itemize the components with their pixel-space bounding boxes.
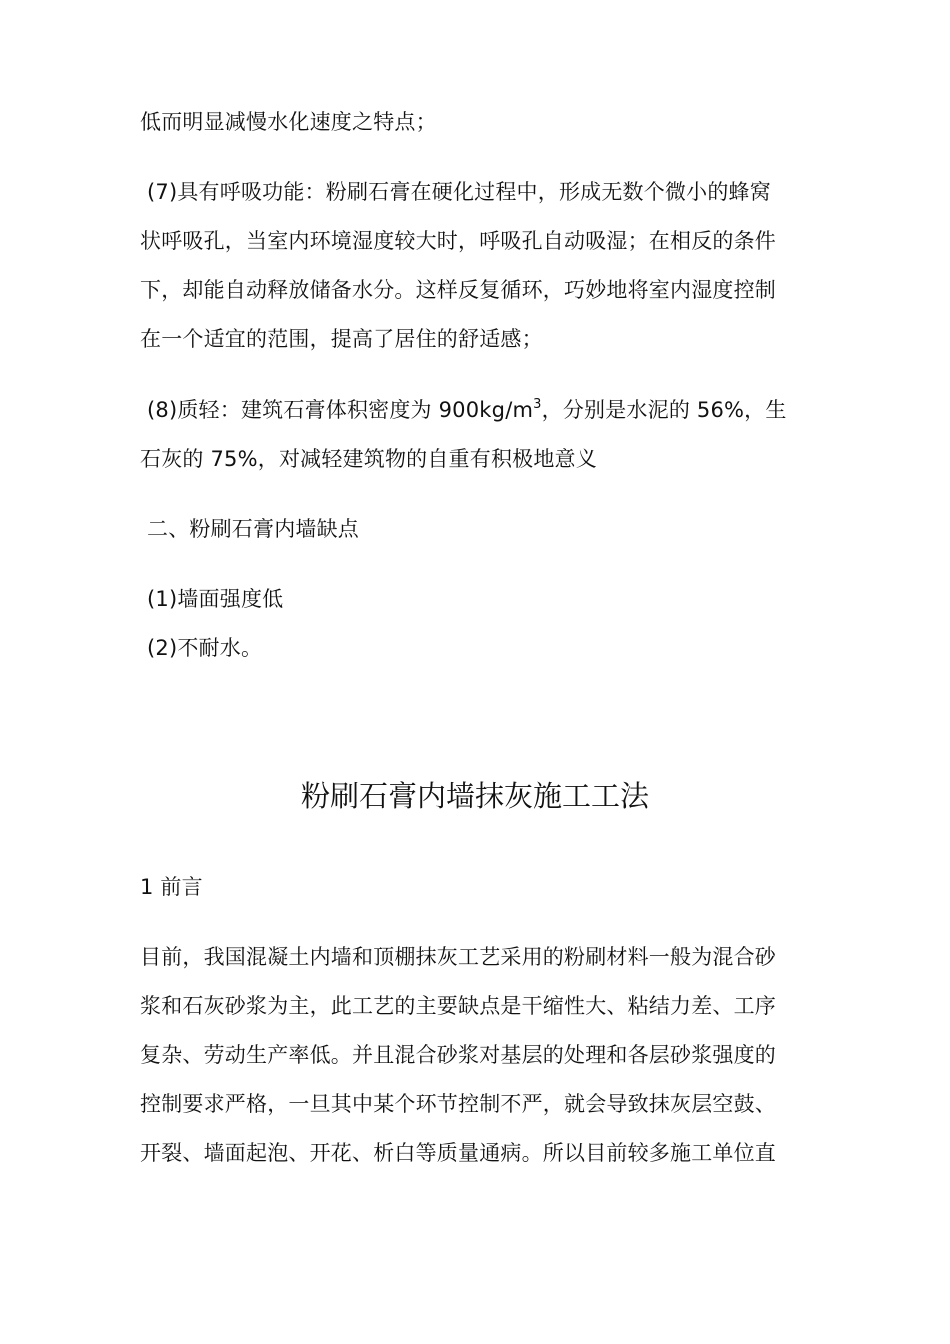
section-2-heading: 二、粉刷石膏内墙缺点 [147, 517, 359, 541]
drawback-item-1: (1)墙面强度低 [147, 587, 284, 611]
document-title: 粉刷石膏内墙抹灰施工工法 [300, 779, 649, 813]
preface-line-5: 开裂、墙面起泡、开花、析白等质量通病。所以目前较多施工单位直 [140, 1141, 776, 1165]
superscript-cubed: 3 [533, 397, 542, 412]
preface-line-4: 控制要求严格，一旦其中某个环节控制不严，就会导致抹灰层空鼓、 [140, 1092, 776, 1116]
item-7-line-3: 下，却能自动释放储备水分。这样反复循环，巧妙地将室内湿度控制 [140, 278, 776, 302]
item-8-line-1 [147, 395, 787, 425]
item-8-text-a: (8)质轻：建筑石膏体积密度为 900kg/m [147, 398, 534, 422]
text-line: 低而明显减慢水化速度之特点； [140, 110, 437, 134]
preface-line-2: 浆和石灰砂浆为主，此工艺的主要缺点是干缩性大、粘结力差、工序 [140, 994, 776, 1018]
item-8-line-2: 石灰的 75%，对减轻建筑物的自重有积极地意义 [140, 447, 597, 471]
preface-line-1: 目前，我国混凝土内墙和顶棚抹灰工艺采用的粉刷材料一般为混合砂 [140, 945, 776, 969]
section-1-heading: 1 前言 [140, 875, 203, 899]
item-7-line-2: 状呼吸孔，当室内环境湿度较大时，呼吸孔自动吸湿；在相反的条件 [140, 229, 776, 253]
item-7-line-4: 在一个适宜的范围，提高了居住的舒适感； [140, 327, 543, 351]
drawback-item-2: (2)不耐水。 [147, 636, 263, 660]
preface-line-3: 复杂、劳动生产率低。并且混合砂浆对基层的处理和各层砂浆强度的 [140, 1043, 776, 1067]
item-7-line-1: (7)具有呼吸功能：粉刷石膏在硬化过程中，形成无数个微小的蜂窝 [147, 180, 771, 204]
item-8-text-b: ，分别是水泥的 56%，生 [541, 398, 787, 422]
